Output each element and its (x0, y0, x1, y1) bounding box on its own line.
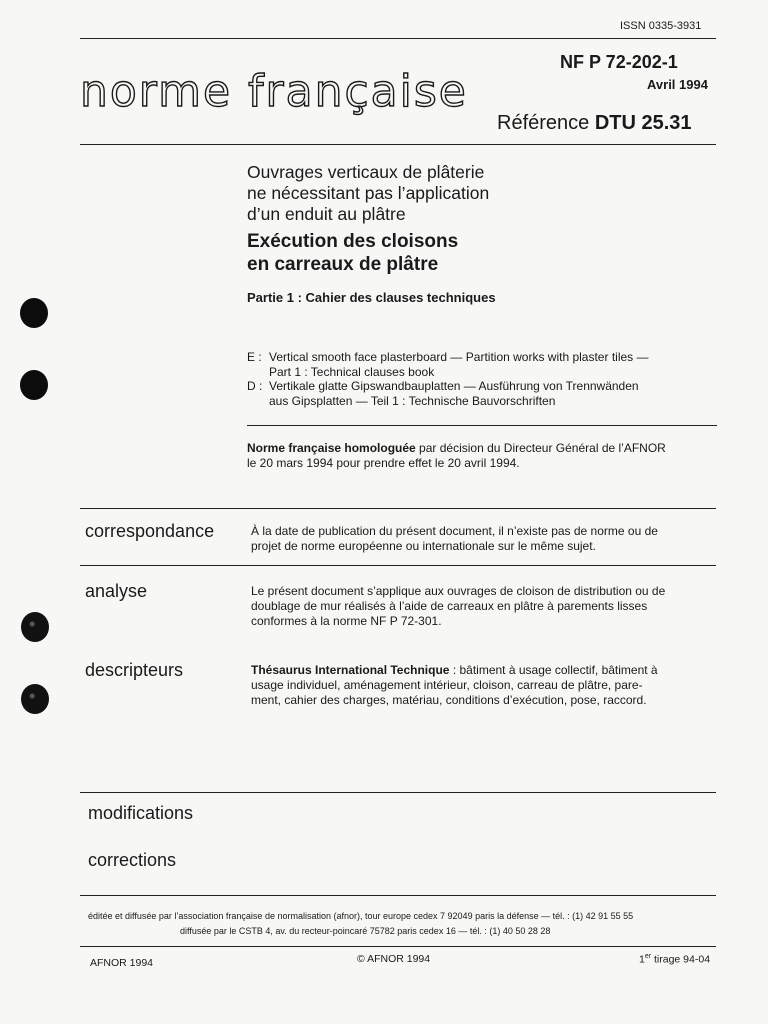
divider (80, 946, 716, 947)
title-line: Exécution des cloisons (247, 231, 459, 252)
dtu-reference (497, 112, 692, 135)
footer-printing (639, 953, 710, 966)
reference-code: DTU 25.31 (594, 112, 692, 134)
divider (247, 425, 717, 426)
document-part: Partie 1 : Cahier des clauses techniques (247, 290, 496, 305)
brand-title: norme française (80, 66, 468, 117)
text-line: : bâtiment à usage collectif, bâtiment à (449, 663, 658, 677)
thesaurus-label: Thésaurus International Technique (251, 663, 450, 677)
divider (80, 895, 716, 896)
section-label-descripteurs: descripteurs (85, 660, 184, 680)
text-line: doublage de mur réalisés à l’aide de carreaux en plâtre à parements lisses (251, 599, 648, 613)
text-line: conformes à la norme NF P 72-301. (251, 614, 442, 628)
homologation-date: le 20 mars 1994 pour prendre effet le 20 avril 1994. (247, 456, 520, 470)
subtitle-line: ne nécessitant pas l’application (247, 183, 490, 203)
homologation-notice (247, 441, 717, 471)
document-title (247, 230, 458, 276)
homologation-text: par décision du Directeur Général de l’AFNOR (415, 441, 666, 455)
printing-number: 1 (639, 953, 645, 966)
publisher-line: éditée et diffusée par l’association française de normalisation (afnor), tour europe cedex 7 92049 paris la défense — tél. : (1) 42 91 55 55 (88, 911, 634, 921)
translation-german (247, 379, 707, 408)
divider (80, 508, 716, 509)
translation-line: aus Gipsplatten — Teil 1 : Technische Bauvorschriften (269, 393, 556, 408)
divider (80, 144, 716, 145)
section-label-analyse: analyse (85, 581, 148, 601)
standard-number: NF P 72-202-1 (560, 52, 678, 72)
divider (80, 792, 716, 793)
section-text-analyse (251, 584, 717, 629)
translation-line: Vertical smooth face plasterboard — Partition works with plaster tiles — (269, 350, 649, 364)
subtitle-line: Ouvrages verticaux de plâterie (247, 162, 485, 182)
divider (80, 565, 716, 566)
homologation-bold: Norme française homologuée (247, 441, 416, 455)
translation-line: Part 1 : Technical clauses book (269, 364, 435, 379)
document-subtitle (247, 162, 567, 225)
printing-ordinal: er (644, 953, 652, 960)
section-text-descripteurs (251, 663, 717, 708)
footer-copyright: © AFNOR 1994 (357, 953, 431, 965)
section-label-corrections: corrections (88, 850, 177, 870)
subtitle-line: d’un enduit au plâtre (247, 204, 406, 224)
translation-english (247, 350, 707, 379)
text-line: projet de norme européenne ou internationale sur le même sujet. (251, 539, 596, 553)
divider (80, 38, 716, 39)
text-line: Le présent document s’applique aux ouvrages de cloison de distribution ou de (251, 584, 666, 598)
binder-hole (20, 370, 48, 400)
distributor-line: diffusée par le CSTB 4, av. du recteur-poincaré 75782 paris cedex 16 — tél. : (1) 40 50 28 28 (180, 926, 551, 936)
section-label-modifications: modifications (88, 803, 194, 823)
text-line: usage individuel, aménagement intérieur, cloison, carreau de plâtre, pare- (251, 678, 643, 692)
printing-label: tirage 94-04 (651, 953, 711, 966)
reference-label: Référence (497, 112, 590, 134)
standard-date: Avril 1994 (647, 77, 708, 92)
translation-line: Vertikale glatte Gipswandbauplatten — Ausführung von Trennwänden (269, 379, 639, 393)
title-translations (247, 350, 707, 408)
section-label-correspondance: correspondance (85, 521, 215, 541)
section-text-correspondance (251, 524, 717, 554)
binder-hole (21, 684, 49, 714)
text-line: ment, cahier des charges, matériau, conditions d’exécution, pose, raccord. (251, 693, 647, 707)
text-line: À la date de publication du présent document, il n’existe pas de norme ou de (251, 524, 658, 538)
issn: ISSN 0335-3931 (620, 20, 702, 32)
binder-hole (20, 298, 48, 328)
title-line: en carreaux de plâtre (247, 254, 439, 275)
language-key: D : (247, 379, 263, 393)
language-key: E : (247, 350, 262, 364)
binder-hole (21, 612, 49, 642)
footer-publisher: AFNOR 1994 (90, 957, 154, 969)
